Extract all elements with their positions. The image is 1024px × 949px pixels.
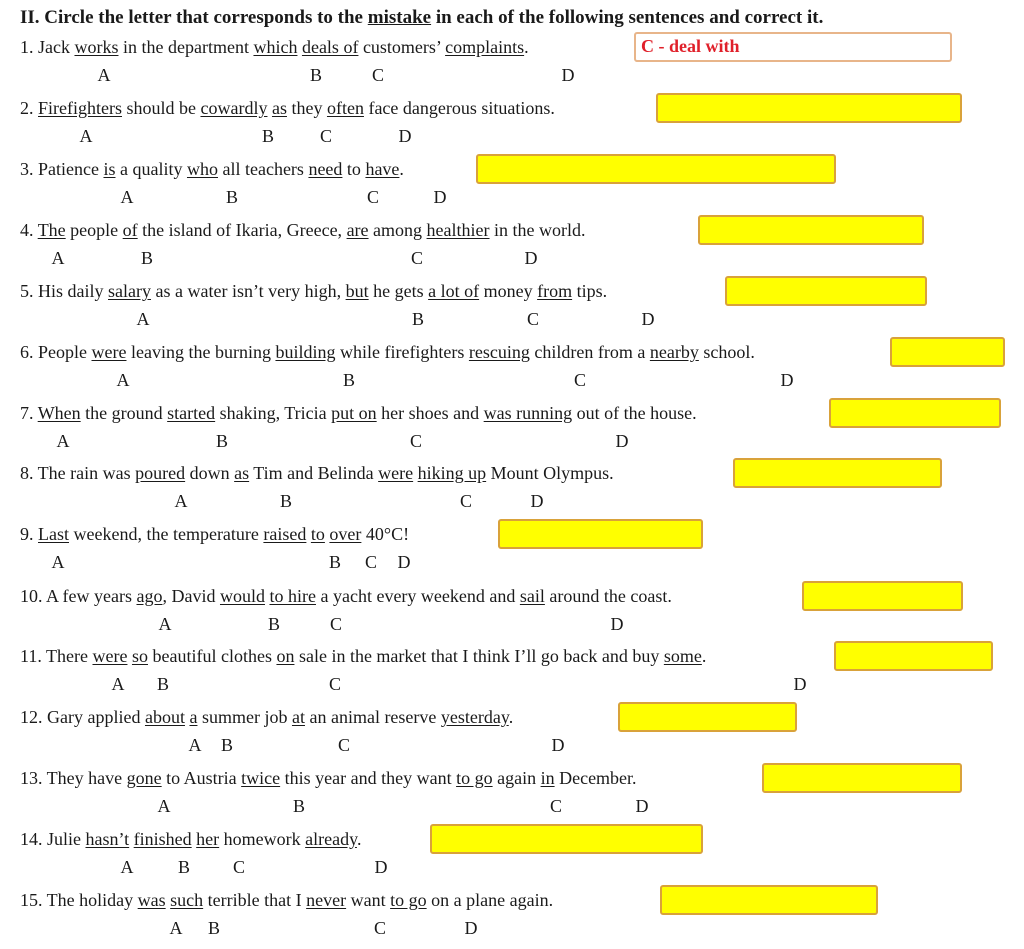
sentence-text: an animal reserve [304,707,441,727]
option-letters [0,917,1024,939]
option-letter-d[interactable]: D [610,614,624,634]
answer-box[interactable] [829,398,1001,428]
question-9 [0,523,1024,583]
option-letter-b[interactable]: B [140,248,154,268]
underlined-option[interactable]: nearby [649,342,699,362]
option-letter-d[interactable]: D [780,370,794,390]
option-letter-c[interactable]: C [573,370,587,390]
option-letter-d[interactable]: D [551,735,565,755]
option-letter-c[interactable]: C [319,126,333,146]
underlined-option[interactable]: so [131,646,148,666]
underlined-option[interactable]: works [74,37,119,57]
sentence-text: 14. Julie [20,829,86,849]
question-2 [0,97,1024,157]
sentence-text: as a water isn’t very high, [150,281,346,301]
sentence-text: . [701,646,707,666]
option-letter-d[interactable]: D [398,126,412,146]
option-letter-d[interactable]: D [615,431,629,451]
underlined-option[interactable]: put on [331,403,377,423]
option-letter-c[interactable]: C [459,491,473,511]
underlined-option[interactable]: her [196,829,220,849]
question-13 [0,767,1024,827]
sentence-text: 13. They have [20,768,127,788]
underlined-option[interactable]: such [170,890,204,910]
heading-text-end: in each of the following sentences and correct it. [431,7,824,28]
underlined-option[interactable]: hasn’t [85,829,130,849]
sentence-text: shaking, Tricia [215,403,332,423]
underlined-option[interactable]: would [219,586,265,606]
option-letter-b[interactable]: B [328,552,342,572]
sentence-text: terrible that I [203,890,307,910]
underlined-option[interactable]: Last [38,524,69,544]
option-letter-b[interactable]: B [177,857,191,877]
heading-underlined-word: mistake [367,7,432,28]
option-letters [0,856,1024,878]
option-letter-d[interactable]: D [561,65,575,85]
option-letter-a[interactable]: A [158,614,172,634]
option-letter-b[interactable]: B [279,491,293,511]
option-letter-b[interactable]: B [225,187,239,207]
option-letter-b[interactable]: B [220,735,234,755]
sentence-text: the ground [80,403,168,423]
underlined-option[interactable]: salary [108,281,151,301]
answer-box[interactable] [733,458,942,488]
option-letter-b[interactable]: B [215,431,229,451]
sentence-text: on a plane again. [426,890,554,910]
answer-box[interactable] [725,276,927,306]
underlined-option[interactable]: from [537,281,573,301]
option-letters [0,613,1024,635]
option-letter-a[interactable]: A [111,674,125,694]
answer-box[interactable] [834,641,993,671]
answer-box[interactable] [634,32,952,62]
option-letter-d[interactable]: D [641,309,655,329]
underlined-option[interactable]: Firefighters [38,98,122,118]
option-letters [0,734,1024,756]
sentence-text: to Austria [161,768,242,788]
option-letter-d[interactable]: D [464,918,478,938]
option-letter-d[interactable]: D [374,857,388,877]
question-15 [0,889,1024,949]
question-sentence [20,645,706,667]
underlined-option[interactable]: started [167,403,216,423]
sentence-text: 5. His daily [20,281,108,301]
option-letter-a[interactable]: A [169,918,183,938]
option-letters [0,673,1024,695]
question-14 [0,828,1024,888]
question-8 [0,462,1024,522]
option-letter-a[interactable]: A [97,65,111,85]
sentence-text: 11. There [20,646,93,666]
option-letter-c[interactable]: C [366,187,380,207]
underlined-option[interactable]: some [663,646,702,666]
question-sentence [20,219,586,241]
sentence-text: money [479,281,538,301]
option-letter-c[interactable]: C [409,431,423,451]
sentence-text: summer job [197,707,292,727]
answer-text: C - deal with [641,36,740,56]
underlined-option[interactable]: but [345,281,369,301]
sentence-text: the island of Ikaria, Greece, [137,220,347,240]
option-letter-a[interactable]: A [51,248,65,268]
option-letters [0,64,1024,86]
answer-box[interactable] [890,337,1005,367]
sentence-text: 40°C! [361,524,410,544]
underlined-option[interactable]: which [253,37,298,57]
underlined-option[interactable]: were [92,646,128,666]
option-letter-d[interactable]: D [530,491,544,511]
question-sentence [20,97,555,119]
option-letter-c[interactable]: C [526,309,540,329]
underlined-option[interactable]: often [326,98,364,118]
sentence-text: 7. [20,403,38,423]
option-letter-b[interactable]: B [309,65,323,85]
question-11 [0,645,1024,705]
answer-box[interactable] [498,519,703,549]
option-letters [0,308,1024,330]
option-letter-c[interactable]: C [371,65,385,85]
option-letter-c[interactable]: C [337,735,351,755]
option-letters [0,125,1024,147]
option-letter-d[interactable]: D [397,552,411,572]
heading-text-start: II. Circle the letter that corresponds to the [20,7,368,28]
option-letter-a[interactable]: A [120,857,134,877]
question-sentence [20,462,614,484]
sentence-text: . [508,707,514,727]
sentence-text: want [346,890,391,910]
question-5 [0,280,1024,340]
sentence-text: 1. Jack [20,37,75,57]
sentence-text: a yacht every weekend and [315,586,520,606]
underlined-option[interactable]: building [275,342,336,362]
question-10 [0,585,1024,645]
underlined-option[interactable]: to go [390,890,427,910]
underlined-option[interactable]: complaints [445,37,525,57]
option-letter-b[interactable]: B [267,614,281,634]
option-letter-b[interactable]: B [261,126,275,146]
underlined-option[interactable]: finished [133,829,192,849]
option-letter-b[interactable]: B [156,674,170,694]
sentence-text: December. [554,768,637,788]
sentence-text: 10. A few years [20,586,137,606]
underlined-option[interactable]: raised [263,524,307,544]
underlined-option[interactable]: need [308,159,343,179]
option-letter-c[interactable]: C [410,248,424,268]
question-sentence [20,158,404,180]
question-sentence [20,706,513,728]
underlined-option[interactable]: of [122,220,138,240]
underlined-option[interactable]: When [37,403,81,423]
option-letter-a[interactable]: A [79,126,93,146]
underlined-option[interactable]: deals of [301,37,359,57]
sentence-text: all teachers [217,159,309,179]
answer-box[interactable] [802,581,963,611]
underlined-option[interactable]: to hire [269,586,316,606]
underlined-option[interactable]: as [234,463,250,483]
option-letter-b[interactable]: B [207,918,221,938]
underlined-option[interactable]: was [137,890,166,910]
option-letter-c[interactable]: C [232,857,246,877]
sentence-text: children from a [529,342,650,362]
option-letter-a[interactable]: A [188,735,202,755]
option-letters [0,186,1024,208]
option-letters [0,369,1024,391]
question-7 [0,402,1024,462]
sentence-text: 2. [20,98,38,118]
underlined-option[interactable]: over [329,524,362,544]
option-letter-a[interactable]: A [174,491,188,511]
sentence-text: beautiful clothes [147,646,277,666]
sentence-text: . [399,159,404,179]
sentence-text: school. [698,342,755,362]
sentence-text: again [492,768,541,788]
option-letter-b[interactable]: B [411,309,425,329]
answer-box[interactable] [656,93,962,123]
underlined-option[interactable]: a [189,707,198,727]
underlined-option[interactable]: gone [126,768,162,788]
underlined-option[interactable]: in [540,768,555,788]
sentence-text: out of the house. [572,403,697,423]
sentence-text: face dangerous situations. [363,98,555,118]
question-sentence [20,402,697,424]
underlined-option[interactable]: who [186,159,218,179]
sentence-text: 3. Patience [20,159,104,179]
sentence-text: sale in the market that I think I’ll go back and buy [294,646,664,666]
sentence-text: 12. Gary applied [20,707,145,727]
underlined-option[interactable]: cowardly [200,98,268,118]
sentence-text: among [368,220,427,240]
underlined-option[interactable]: The [37,220,66,240]
underlined-option[interactable]: twice [241,768,281,788]
option-letters [0,430,1024,452]
underlined-option[interactable]: were [91,342,127,362]
sentence-text: to [342,159,366,179]
question-sentence [20,889,553,911]
sentence-text: 8. The rain was [20,463,136,483]
underlined-option[interactable]: on [276,646,295,666]
question-sentence [20,280,607,302]
sentence-text: tips. [572,281,608,301]
sentence-text: while firefighters [335,342,469,362]
option-letter-d[interactable]: D [433,187,447,207]
option-letter-a[interactable]: A [116,370,130,390]
option-letter-a[interactable]: A [51,552,65,572]
sentence-text: 6. People [20,342,92,362]
question-sentence [20,341,755,363]
option-letter-d[interactable]: D [524,248,538,268]
sentence-text: her shoes and [376,403,484,423]
sentence-text: should be [121,98,201,118]
underlined-option[interactable]: at [291,707,305,727]
underlined-option[interactable]: poured [135,463,186,483]
underlined-option[interactable]: were [378,463,414,483]
sentence-text: this year and they want [280,768,457,788]
underlined-option[interactable]: healthier [426,220,490,240]
option-letter-b[interactable]: B [342,370,356,390]
option-letter-a[interactable]: A [120,187,134,207]
question-1 [0,36,1024,96]
answer-box[interactable] [660,885,878,915]
answer-box[interactable] [698,215,924,245]
sentence-text: . [524,37,529,57]
question-sentence [20,767,637,789]
exercise-heading [20,7,823,29]
option-letter-c[interactable]: C [328,674,342,694]
underlined-option[interactable]: are [346,220,369,240]
underlined-option[interactable]: sail [519,586,545,606]
question-sentence [20,828,361,850]
sentence-text: in the department [118,37,254,57]
option-letters [0,795,1024,817]
underlined-option[interactable]: as [271,98,287,118]
underlined-option[interactable]: have [365,159,400,179]
sentence-text: 15. The holiday [20,890,138,910]
sentence-text: he gets [368,281,429,301]
option-letters [0,490,1024,512]
underlined-option[interactable]: is [103,159,116,179]
sentence-text: a quality [115,159,187,179]
underlined-option[interactable]: to go [456,768,493,788]
sentence-text: people [65,220,123,240]
option-letter-c[interactable]: C [373,918,387,938]
underlined-option[interactable]: about [144,707,185,727]
answer-box[interactable] [476,154,836,184]
sentence-text: leaving the burning [126,342,276,362]
sentence-text: homework [219,829,306,849]
sentence-text: . [356,829,362,849]
sentence-text: 9. [20,524,38,544]
sentence-text: they [286,98,327,118]
sentence-text: Mount Olympus. [486,463,614,483]
answer-box[interactable] [430,824,703,854]
underlined-option[interactable]: yesterday [440,707,509,727]
question-4 [0,219,1024,279]
option-letter-c[interactable]: C [364,552,378,572]
option-letter-d[interactable]: D [635,796,649,816]
answer-box[interactable] [762,763,962,793]
answer-box[interactable] [618,702,797,732]
question-sentence [20,36,529,58]
option-letter-c[interactable]: C [329,614,343,634]
question-12 [0,706,1024,766]
underlined-option[interactable]: rescuing [468,342,530,362]
underlined-option[interactable]: was running [483,403,573,423]
option-letter-a[interactable]: A [56,431,70,451]
sentence-text: around the coast. [544,586,672,606]
underlined-option[interactable]: ago [136,586,163,606]
option-letter-a[interactable]: A [136,309,150,329]
underlined-option[interactable]: never [306,890,347,910]
question-sentence [20,523,409,545]
sentence-text: 4. [20,220,38,240]
sentence-text: Tim and Belinda [249,463,379,483]
sentence-text: in the world. [489,220,586,240]
option-letter-d[interactable]: D [793,674,807,694]
sentence-text: , David [162,586,220,606]
option-letter-b[interactable]: B [292,796,306,816]
option-letter-a[interactable]: A [157,796,171,816]
question-6 [0,341,1024,401]
underlined-option[interactable]: hiking up [417,463,487,483]
option-letters [0,551,1024,573]
sentence-text: weekend, the temperature [69,524,264,544]
underlined-option[interactable]: already [305,829,357,849]
sentence-text: customers’ [358,37,446,57]
option-letter-c[interactable]: C [549,796,563,816]
underlined-option[interactable]: to [310,524,325,544]
sentence-text: down [185,463,235,483]
underlined-option[interactable]: a lot of [428,281,480,301]
question-sentence [20,585,672,607]
option-letters [0,247,1024,269]
question-3 [0,158,1024,218]
